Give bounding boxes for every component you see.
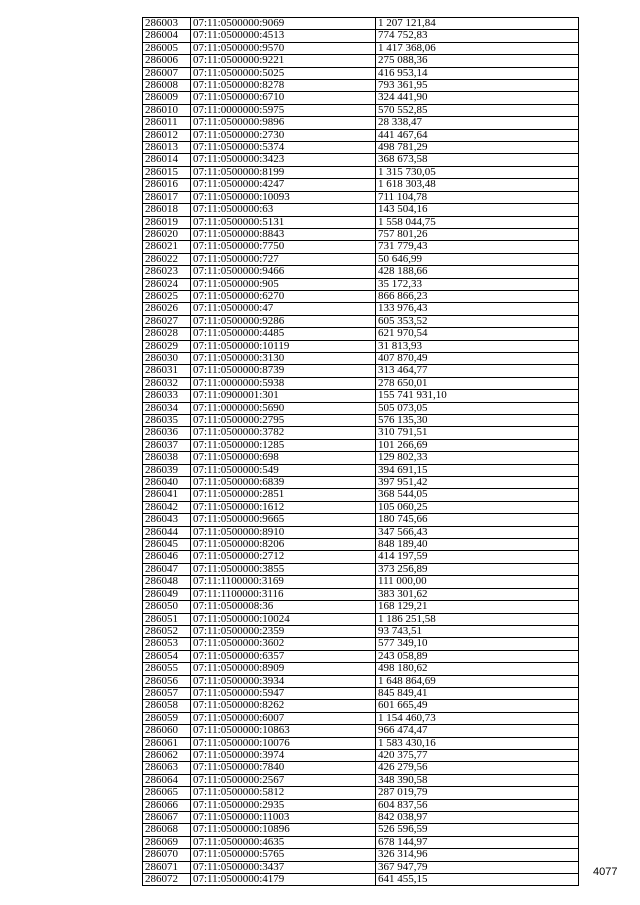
cadastral-number-cell: 07:11:0900001:301	[191, 390, 376, 402]
cadastral-value-cell: 842 038,97	[376, 812, 579, 824]
row-number-cell: 286034	[143, 402, 191, 414]
row-number-cell: 286020	[143, 228, 191, 240]
cadastral-number-cell: 07:11:0500000:2730	[191, 129, 376, 141]
table-row	[143, 266, 579, 278]
cadastral-number-cell: 07:11:0500000:9570	[191, 42, 376, 54]
cadastral-number-cell: 07:11:0500000:63	[191, 204, 376, 216]
row-number-cell: 286044	[143, 526, 191, 538]
cadastral-value-cell: 1 186 251,58	[376, 613, 579, 625]
cadastral-number-cell: 07:11:0500000:47	[191, 303, 376, 315]
cadastral-value-cell: 505 073,05	[376, 402, 579, 414]
cadastral-number-cell: 07:11:0500000:9466	[191, 266, 376, 278]
table-row	[143, 328, 579, 340]
table-row	[143, 737, 579, 749]
row-number-cell: 286070	[143, 849, 191, 861]
cadastral-number-cell: 07:11:0500000:5025	[191, 67, 376, 79]
cadastral-number-cell: 07:11:0500000:5374	[191, 142, 376, 154]
cadastral-number-cell: 07:11:0500000:2795	[191, 415, 376, 427]
row-number-cell: 286057	[143, 687, 191, 699]
cadastral-number-cell: 07:11:0500000:4247	[191, 179, 376, 191]
table-row	[143, 402, 579, 414]
cadastral-number-cell: 07:11:0500000:10119	[191, 340, 376, 352]
cadastral-number-cell: 07:11:0500000:8206	[191, 539, 376, 551]
table-row	[143, 464, 579, 476]
cadastral-value-cell: 133 976,43	[376, 303, 579, 315]
table-row	[143, 551, 579, 563]
table-row	[143, 588, 579, 600]
cadastral-value-cell: 31 813,93	[376, 340, 579, 352]
cadastral-number-cell: 07:11:0500000:2935	[191, 799, 376, 811]
row-number-cell: 286065	[143, 787, 191, 799]
cadastral-value-cell: 1 315 730,05	[376, 166, 579, 178]
cadastral-value-cell: 383 301,62	[376, 588, 579, 600]
row-number-cell: 286031	[143, 365, 191, 377]
cadastral-value-cell: 866 866,23	[376, 290, 579, 302]
table-row	[143, 861, 579, 873]
cadastral-value-cell: 397 951,42	[376, 477, 579, 489]
cadastral-value-cell: 394 691,15	[376, 464, 579, 476]
cadastral-number-cell: 07:11:0500000:3782	[191, 427, 376, 439]
cadastral-number-cell: 07:11:0500000:8739	[191, 365, 376, 377]
table-row	[143, 824, 579, 836]
row-number-cell: 286040	[143, 477, 191, 489]
row-number-cell: 286007	[143, 67, 191, 79]
table-row	[143, 92, 579, 104]
row-number-cell: 286038	[143, 452, 191, 464]
cadastral-number-cell: 07:11:0000000:5938	[191, 377, 376, 389]
table-row	[143, 104, 579, 116]
cadastral-number-cell: 07:11:0500000:2712	[191, 551, 376, 563]
table-row	[143, 477, 579, 489]
table-row	[143, 687, 579, 699]
row-number-cell: 286047	[143, 563, 191, 575]
row-number-cell: 286046	[143, 551, 191, 563]
cadastral-value-cell: 324 441,90	[376, 92, 579, 104]
table-row	[143, 216, 579, 228]
row-number-cell: 286052	[143, 625, 191, 637]
cadastral-value-cell: 1 618 303,48	[376, 179, 579, 191]
cadastral-number-cell: 07:11:0500000:4179	[191, 874, 376, 886]
table-row	[143, 514, 579, 526]
cadastral-number-cell: 07:11:0500000:3934	[191, 675, 376, 687]
row-number-cell: 286036	[143, 427, 191, 439]
cadastral-number-cell: 07:11:0500000:4513	[191, 30, 376, 42]
table-row	[143, 117, 579, 129]
cadastral-number-cell: 07:11:0500000:9286	[191, 315, 376, 327]
row-number-cell: 286064	[143, 774, 191, 786]
cadastral-value-cell: 93 743,51	[376, 625, 579, 637]
cadastral-value-table	[142, 17, 579, 886]
cadastral-value-cell: 28 338,47	[376, 117, 579, 129]
cadastral-number-cell: 07:11:0500000:3974	[191, 749, 376, 761]
cadastral-number-cell: 07:11:0500000:8278	[191, 80, 376, 92]
row-number-cell: 286049	[143, 588, 191, 600]
row-number-cell: 286030	[143, 352, 191, 364]
table-row	[143, 204, 579, 216]
cadastral-number-cell: 07:11:0500000:1612	[191, 501, 376, 513]
cadastral-number-cell: 07:11:0500000:10896	[191, 824, 376, 836]
row-number-cell: 286054	[143, 650, 191, 662]
cadastral-number-cell: 07:11:0500000:2567	[191, 774, 376, 786]
row-number-cell: 286072	[143, 874, 191, 886]
table-row	[143, 799, 579, 811]
table-row	[143, 390, 579, 402]
cadastral-value-cell: 498 180,62	[376, 663, 579, 675]
cadastral-number-cell: 07:11:0500000:10076	[191, 737, 376, 749]
cadastral-value-cell: 1 417 368,06	[376, 42, 579, 54]
cadastral-value-cell: 1 154 460,73	[376, 712, 579, 724]
cadastral-number-cell: 07:11:0500000:8909	[191, 663, 376, 675]
cadastral-value-cell: 143 504,16	[376, 204, 579, 216]
table-body	[143, 18, 579, 886]
cadastral-value-cell: 576 135,30	[376, 415, 579, 427]
cadastral-number-cell: 07:11:0500000:3437	[191, 861, 376, 873]
table-row	[143, 154, 579, 166]
cadastral-number-cell: 07:11:0500000:9665	[191, 514, 376, 526]
cadastral-value-cell: 1 583 430,16	[376, 737, 579, 749]
cadastral-number-cell: 07:11:0500000:5131	[191, 216, 376, 228]
row-number-cell: 286041	[143, 489, 191, 501]
cadastral-number-cell: 07:11:0500000:8843	[191, 228, 376, 240]
cadastral-value-cell: 373 256,89	[376, 563, 579, 575]
row-number-cell: 286023	[143, 266, 191, 278]
table-row	[143, 576, 579, 588]
table-row	[143, 601, 579, 613]
row-number-cell: 286025	[143, 290, 191, 302]
table-row	[143, 67, 579, 79]
cadastral-value-cell: 348 390,58	[376, 774, 579, 786]
cadastral-value-cell: 678 144,97	[376, 836, 579, 848]
row-number-cell: 286051	[143, 613, 191, 625]
row-number-cell: 286006	[143, 55, 191, 67]
row-number-cell: 286005	[143, 42, 191, 54]
cadastral-value-cell: 155 741 931,10	[376, 390, 579, 402]
cadastral-value-cell: 577 349,10	[376, 638, 579, 650]
cadastral-number-cell: 07:11:0500000:10024	[191, 613, 376, 625]
row-number-cell: 286063	[143, 762, 191, 774]
table-row	[143, 638, 579, 650]
cadastral-value-cell: 428 188,66	[376, 266, 579, 278]
cadastral-value-cell: 367 947,79	[376, 861, 579, 873]
cadastral-value-cell: 35 172,33	[376, 278, 579, 290]
row-number-cell: 286021	[143, 241, 191, 253]
cadastral-value-cell: 845 849,41	[376, 687, 579, 699]
table-row	[143, 663, 579, 675]
cadastral-value-cell: 326 314,96	[376, 849, 579, 861]
row-number-cell: 286033	[143, 390, 191, 402]
cadastral-value-cell: 426 279,56	[376, 762, 579, 774]
row-number-cell: 286042	[143, 501, 191, 513]
cadastral-number-cell: 07:11:0500000:4485	[191, 328, 376, 340]
row-number-cell: 286043	[143, 514, 191, 526]
cadastral-number-cell: 07:11:0500000:9069	[191, 18, 376, 30]
row-number-cell: 286048	[143, 576, 191, 588]
table-row	[143, 18, 579, 30]
cadastral-number-cell: 07:11:0500000:727	[191, 253, 376, 265]
table-row	[143, 179, 579, 191]
cadastral-value-cell: 243 058,89	[376, 650, 579, 662]
cadastral-number-cell: 07:11:0500000:6007	[191, 712, 376, 724]
table-row	[143, 365, 579, 377]
table-row	[143, 55, 579, 67]
row-number-cell: 286011	[143, 117, 191, 129]
cadastral-value-cell: 101 266,69	[376, 439, 579, 451]
cadastral-value-cell: 275 088,36	[376, 55, 579, 67]
row-number-cell: 286017	[143, 191, 191, 203]
cadastral-number-cell: 07:11:1100000:3116	[191, 588, 376, 600]
row-number-cell: 286059	[143, 712, 191, 724]
table-row	[143, 812, 579, 824]
cadastral-value-cell: 641 455,15	[376, 874, 579, 886]
row-number-cell: 286035	[143, 415, 191, 427]
table-row	[143, 415, 579, 427]
table-row	[143, 762, 579, 774]
cadastral-number-cell: 07:11:0500000:3423	[191, 154, 376, 166]
cadastral-value-cell: 774 752,83	[376, 30, 579, 42]
row-number-cell: 286008	[143, 80, 191, 92]
table-row	[143, 613, 579, 625]
table-row	[143, 700, 579, 712]
cadastral-number-cell: 07:11:0500000:6710	[191, 92, 376, 104]
table-row	[143, 278, 579, 290]
table-row	[143, 563, 579, 575]
cadastral-value-cell: 420 375,77	[376, 749, 579, 761]
row-number-cell: 286027	[143, 315, 191, 327]
row-number-cell: 286024	[143, 278, 191, 290]
cadastral-value-cell: 604 837,56	[376, 799, 579, 811]
row-number-cell: 286013	[143, 142, 191, 154]
row-number-cell: 286039	[143, 464, 191, 476]
table-row	[143, 191, 579, 203]
row-number-cell: 286019	[143, 216, 191, 228]
row-number-cell: 286014	[143, 154, 191, 166]
cadastral-value-cell: 848 189,40	[376, 539, 579, 551]
table-row	[143, 315, 579, 327]
cadastral-number-cell: 07:11:0500000:8199	[191, 166, 376, 178]
cadastral-number-cell: 07:11:0500000:5812	[191, 787, 376, 799]
cadastral-value-cell: 368 544,05	[376, 489, 579, 501]
cadastral-number-cell: 07:11:0500000:5947	[191, 687, 376, 699]
row-number-cell: 286053	[143, 638, 191, 650]
table-row	[143, 303, 579, 315]
row-number-cell: 286012	[143, 129, 191, 141]
cadastral-value-cell: 180 745,66	[376, 514, 579, 526]
table-row	[143, 787, 579, 799]
row-number-cell: 286009	[143, 92, 191, 104]
cadastral-value-cell: 711 104,78	[376, 191, 579, 203]
row-number-cell: 286003	[143, 18, 191, 30]
cadastral-number-cell: 07:11:0500000:6270	[191, 290, 376, 302]
row-number-cell: 286068	[143, 824, 191, 836]
table-row	[143, 625, 579, 637]
table-row	[143, 725, 579, 737]
table-row	[143, 377, 579, 389]
row-number-cell: 286016	[143, 179, 191, 191]
table-row	[143, 42, 579, 54]
row-number-cell: 286056	[143, 675, 191, 687]
cadastral-value-cell: 416 953,14	[376, 67, 579, 79]
cadastral-value-cell: 407 870,49	[376, 352, 579, 364]
table-row	[143, 539, 579, 551]
cadastral-number-cell: 07:11:0500000:5765	[191, 849, 376, 861]
row-number-cell: 286055	[143, 663, 191, 675]
row-number-cell: 286028	[143, 328, 191, 340]
cadastral-number-cell: 07:11:0500000:6839	[191, 477, 376, 489]
table-row	[143, 340, 579, 352]
cadastral-value-cell: 129 802,33	[376, 452, 579, 464]
table-row	[143, 526, 579, 538]
cadastral-number-cell: 07:11:0500000:4635	[191, 836, 376, 848]
table-row	[143, 675, 579, 687]
row-number-cell: 286058	[143, 700, 191, 712]
page-number: 4077	[593, 866, 618, 878]
row-number-cell: 286060	[143, 725, 191, 737]
table-row	[143, 749, 579, 761]
table-row	[143, 874, 579, 886]
table-row	[143, 712, 579, 724]
cadastral-number-cell: 07:11:0500000:7840	[191, 762, 376, 774]
cadastral-number-cell: 07:11:0500000:549	[191, 464, 376, 476]
cadastral-number-cell: 07:11:0500000:698	[191, 452, 376, 464]
cadastral-number-cell: 07:11:0500000:6357	[191, 650, 376, 662]
table-row	[143, 849, 579, 861]
cadastral-value-cell: 441 467,64	[376, 129, 579, 141]
table-row	[143, 489, 579, 501]
row-number-cell: 286067	[143, 812, 191, 824]
cadastral-value-cell: 287 019,79	[376, 787, 579, 799]
cadastral-value-cell: 605 353,52	[376, 315, 579, 327]
table-row	[143, 352, 579, 364]
table-row	[143, 439, 579, 451]
cadastral-number-cell: 07:11:0500000:8910	[191, 526, 376, 538]
table-row	[143, 650, 579, 662]
cadastral-value-cell: 757 801,26	[376, 228, 579, 240]
table-row	[143, 290, 579, 302]
row-number-cell: 286010	[143, 104, 191, 116]
cadastral-number-cell: 07:11:0500000:8262	[191, 700, 376, 712]
cadastral-value-cell: 111 000,00	[376, 576, 579, 588]
row-number-cell: 286004	[143, 30, 191, 42]
table-row	[143, 501, 579, 513]
cadastral-value-cell: 966 474,47	[376, 725, 579, 737]
row-number-cell: 286026	[143, 303, 191, 315]
cadastral-value-cell: 313 464,77	[376, 365, 579, 377]
cadastral-value-cell: 168 129,21	[376, 601, 579, 613]
row-number-cell: 286015	[143, 166, 191, 178]
cadastral-value-cell: 621 970,54	[376, 328, 579, 340]
cadastral-value-cell: 50 646,99	[376, 253, 579, 265]
cadastral-value-cell: 105 060,25	[376, 501, 579, 513]
cadastral-value-cell: 526 596,59	[376, 824, 579, 836]
cadastral-number-cell: 07:11:0500000:9221	[191, 55, 376, 67]
cadastral-number-cell: 07:11:0500000:3130	[191, 352, 376, 364]
row-number-cell: 286069	[143, 836, 191, 848]
row-number-cell: 286018	[143, 204, 191, 216]
table-row	[143, 452, 579, 464]
cadastral-value-cell: 368 673,58	[376, 154, 579, 166]
row-number-cell: 286037	[143, 439, 191, 451]
table-row	[143, 241, 579, 253]
row-number-cell: 286062	[143, 749, 191, 761]
cadastral-number-cell: 07:11:0000000:5975	[191, 104, 376, 116]
row-number-cell: 286045	[143, 539, 191, 551]
row-number-cell: 286050	[143, 601, 191, 613]
cadastral-number-cell: 07:11:0500008:36	[191, 601, 376, 613]
cadastral-value-cell: 1 648 864,69	[376, 675, 579, 687]
cadastral-value-cell: 1 558 044,75	[376, 216, 579, 228]
table-row	[143, 80, 579, 92]
row-number-cell: 286032	[143, 377, 191, 389]
table-row	[143, 427, 579, 439]
table-row	[143, 142, 579, 154]
cadastral-value-cell: 570 552,85	[376, 104, 579, 116]
cadastral-value-cell: 793 361,95	[376, 80, 579, 92]
cadastral-number-cell: 07:11:0000000:5690	[191, 402, 376, 414]
cadastral-value-cell: 1 207 121,84	[376, 18, 579, 30]
cadastral-value-cell: 414 197,59	[376, 551, 579, 563]
cadastral-value-cell: 601 665,49	[376, 700, 579, 712]
table-row	[143, 30, 579, 42]
row-number-cell: 286066	[143, 799, 191, 811]
cadastral-number-cell: 07:11:0500000:2851	[191, 489, 376, 501]
cadastral-number-cell: 07:11:0500000:1285	[191, 439, 376, 451]
cadastral-value-cell: 347 566,43	[376, 526, 579, 538]
cadastral-number-cell: 07:11:0500000:3602	[191, 638, 376, 650]
cadastral-value-cell: 731 779,43	[376, 241, 579, 253]
table-row	[143, 129, 579, 141]
table-row	[143, 836, 579, 848]
cadastral-number-cell: 07:11:0500000:10863	[191, 725, 376, 737]
cadastral-number-cell: 07:11:1100000:3169	[191, 576, 376, 588]
cadastral-number-cell: 07:11:0500000:3855	[191, 563, 376, 575]
cadastral-number-cell: 07:11:0500000:905	[191, 278, 376, 290]
table-row	[143, 166, 579, 178]
cadastral-number-cell: 07:11:0500000:2359	[191, 625, 376, 637]
table-row	[143, 228, 579, 240]
cadastral-value-cell: 310 791,51	[376, 427, 579, 439]
cadastral-value-cell: 278 650,01	[376, 377, 579, 389]
table-row	[143, 774, 579, 786]
row-number-cell: 286071	[143, 861, 191, 873]
cadastral-number-cell: 07:11:0500000:9896	[191, 117, 376, 129]
row-number-cell: 286061	[143, 737, 191, 749]
row-number-cell: 286029	[143, 340, 191, 352]
table-row	[143, 253, 579, 265]
cadastral-number-cell: 07:11:0500000:10093	[191, 191, 376, 203]
row-number-cell: 286022	[143, 253, 191, 265]
cadastral-number-cell: 07:11:0500000:7750	[191, 241, 376, 253]
cadastral-value-cell: 498 781,29	[376, 142, 579, 154]
cadastral-number-cell: 07:11:0500000:11003	[191, 812, 376, 824]
